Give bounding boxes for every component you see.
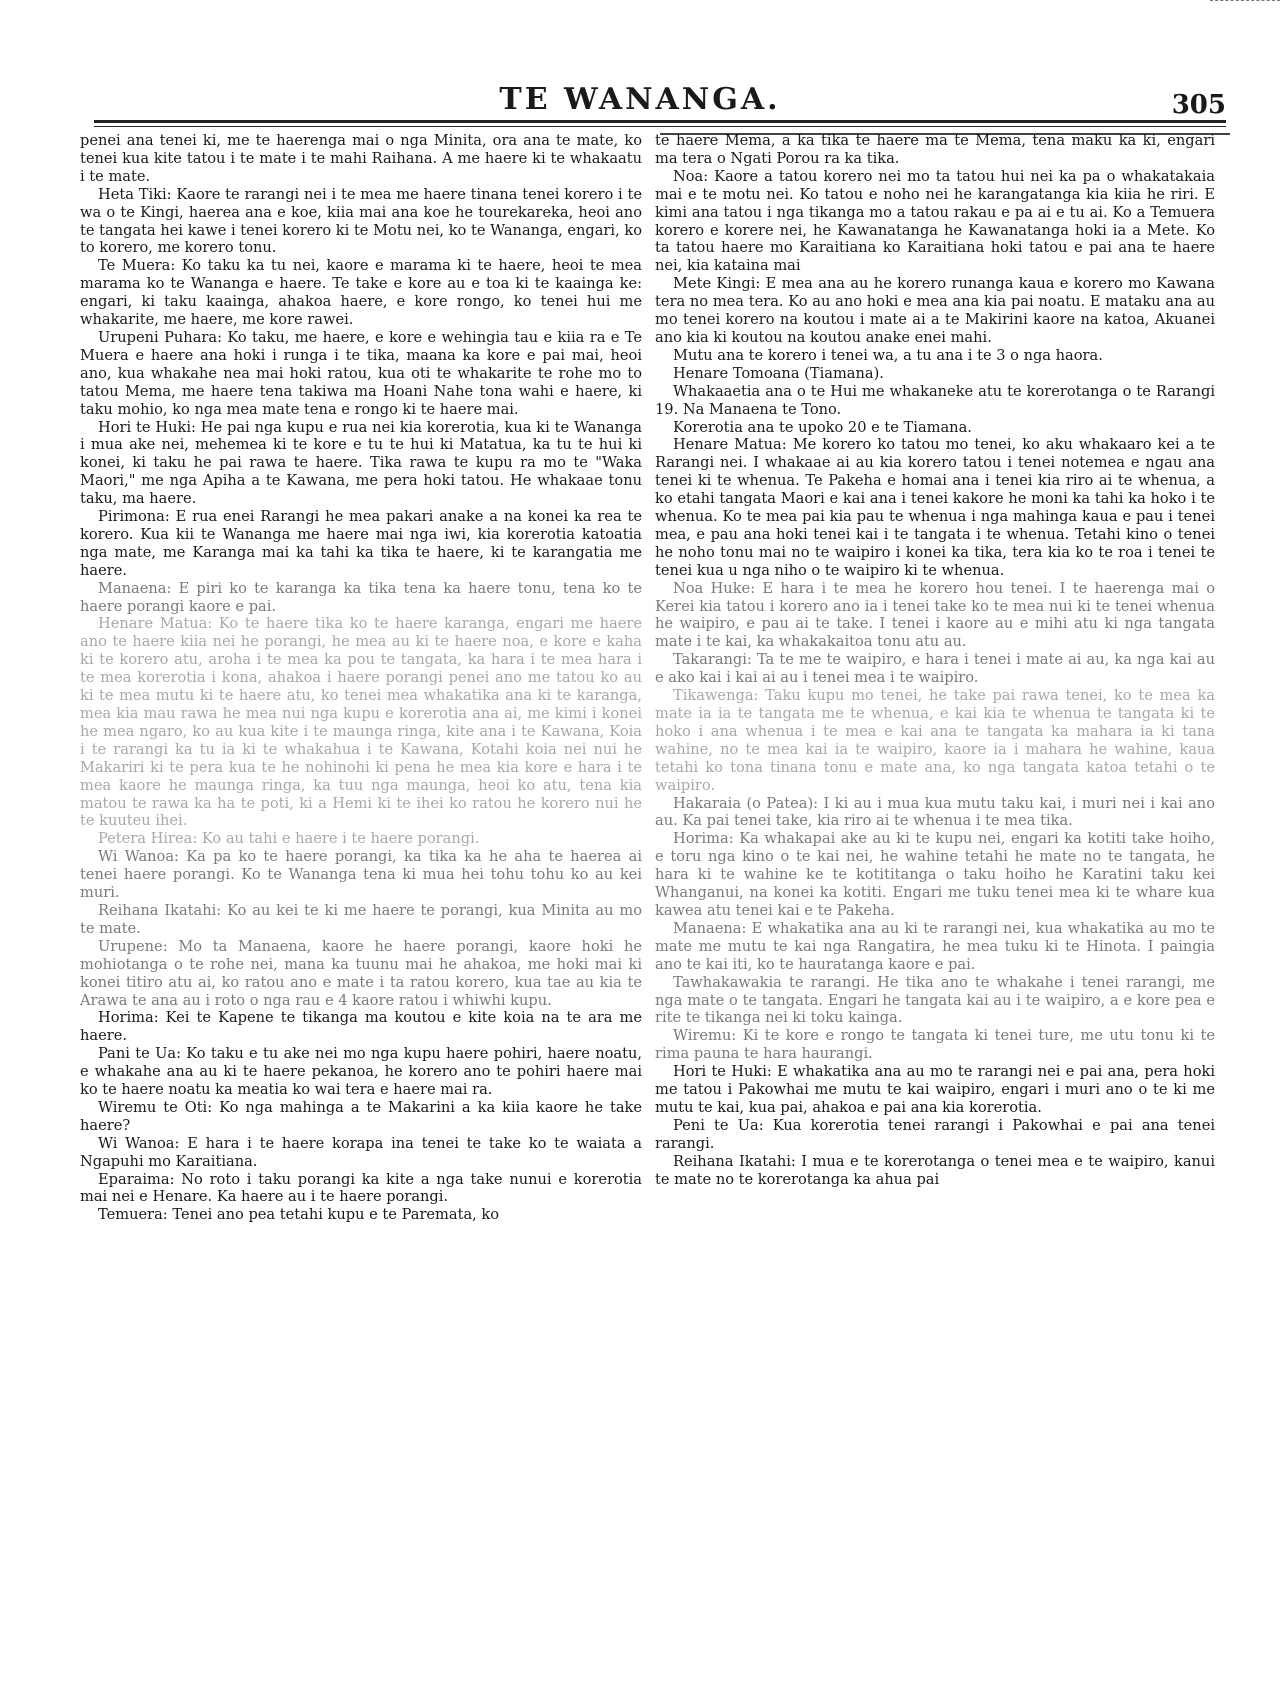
header-rule	[94, 120, 1226, 123]
paragraph: Manaena: E whakatika ana au ki te rarangi nei, kua whakatika au mo te mate me mutu te kai nga Rangatira, he mea tuku ki te Hinota. I paingia ano te kai iti, ko te hauratanga kaore e pai.	[655, 919, 1215, 973]
paragraph: Noa Huke: E hara i te mea he korero hou tenei. I te haerenga mai o Kerei kia tatou i korero ano ia i tenei take ko te mea nui ki te tenei whenua he waipiro, e pau ai te take. I tenei i kaore au e mihi atu ki nga tangata mate i te kai, ka whakakaitoa tonu atu au.	[655, 579, 1215, 651]
paragraph: Korerotia ana te upoko 20 e te Tiamana.	[673, 418, 972, 436]
paragraph: Urupene: Mo ta Manaena, kaore he haere porangi, kaore hoki he mohiotanga o te rohe nei, mana ka tuunu mai he ahakoa, me hoki mai ki konei titiro atu ai, ko ratou ano e mate i ta ratou korero, kua tae au kia te Arawa te ana au i roto o nga rau e 4 kaore ratou i whiwhi kupu.	[80, 937, 642, 1009]
paragraph: Te Muera: Ko taku ka tu nei, kaore e marama ki te haere, heoi te mea marama ko te Wananga e haere. Te take e kore au e toa ki te kaainga ke: engari, ki taku kaainga, ahakoa haere, e kore rongo, ko tenei hui me whakarite, me haere, me kore rawei.	[80, 257, 642, 329]
paragraph: te haere Mema, a ka tika te haere ma te Mema, tena maku ka ki, engari ma tera o Ngati Porou ra ka tika.	[655, 132, 1215, 167]
paragraph: Hori te Huki: E whakatika ana au mo te rarangi nei e pai ana, pera hoki me tatou i Pakowhai me mutu te kai waipiro, engari i muri ano o te ki me mutu te kai, kua pai, ahakoa e pai ana kia korerotia.	[655, 1063, 1215, 1116]
page-number: 305	[1171, 90, 1226, 120]
paragraph: Manaena: E piri ko te karanga ka tika tena ka haere tonu, tena ko te haere porangi kaore e pai.	[80, 579, 642, 615]
paragraph: Urupeni Puhara: Ko taku, me haere, e kore e wehingia tau e kiia ra e Te Muera e haere ana hoki i runga i te tika, maana ka kore e pai mai, heoi ano, kua whakahe nea mai hoki ratou, kua oti te whakarite te rohe mo to tatou Mema, me haere tena takiwa ma Hoani Nahe tona wahi e haere, ki taku mohio, ko nga mea mate tena e rongo ki te haere mai.	[80, 328, 642, 418]
paragraph: Henare Matua: Ko te haere tika ko te haere karanga, engari me haere ano te haere kiia nei he porangi, he mea au ki te haere noa, e kore e kaha ki te korero atu, aroha i te mea ka pou te tangata, ka hara i te mea hara i te mea korerotia i kona, ahakoa i haere porangi penei ano me tatou ko au ki te mea mutu ki te haere atu, ko tenei mea whakatika ana ki te karanga, mea kia mau rawa he mea nui nga kupu e korerotia ana ai, me kimi i konei he mea ngaro, ko au kua kite i te maunga ringa, kite ana i te Kawana, Koia i te rarangi ka tu ia ki te whakahua i te Kawana, Kotahi koia nei nui he Makariri ki te pera kua te he nohinohi ki pena he mea kia kore e hara i te mea kaore he maunga ringa, ka tuu nga maunga, heoi ko atu, tena kia matou te rawa ka ha te poti, ki a Hemi ki te ihei ko ratou he korero nui he te kuuteu ihei.	[80, 615, 642, 830]
paragraph: Pirimona: E rua enei Rarangi he mea pakari anake a na konei ka rea te korero. Kua kii te Wananga me haere mai nga iwi, kia korerotia katoatia nga mate, me Karanga mai ka tahi ka tika te haere, ki te karangatia me haere.	[80, 508, 642, 579]
paragraph: Takarangi: Ta te me te waipiro, e hara i tenei i mate ai au, ka nga kai au e ako kai i kai ai au i tenei mea i te waipiro.	[655, 651, 1215, 687]
paragraph: Eparaima: No roto i taku porangi ka kite a nga take nunui e korerotia mai nei e Henare. Ka haere au i te haere porangi.	[80, 1170, 642, 1206]
paragraph: Pani te Ua: Ko taku e tu ake nei mo nga kupu haere pohiri, haere noatu, e whakahe ana au ki te haere pekanoa, he korero ano te pohiri haere mai ko te haere noatu ka meatia ko wai tera e haere mai ra.	[80, 1045, 642, 1099]
paragraph: Wi Wanoa: E hara i te haere korapa ina tenei te take ko te waiata a Ngapuhi mo Karaitiana.	[80, 1134, 642, 1170]
left-column	[80, 132, 642, 1677]
paragraph: Temuera: Tenei ano pea tetahi kupu e te Paremata, ko	[98, 1206, 500, 1224]
paragraph: Whakaaetia ana o te Hui me whakaneke atu te korerotanga o te Rarangi 19. Na Manaena te Tono.	[655, 382, 1215, 418]
paragraph: Wiremu te Oti: Ko nga mahinga a te Makarini a ka kiia kaore he take haere?	[80, 1098, 642, 1134]
page-title: TE WANANGA.	[499, 82, 781, 117]
paragraph: Henare Matua: Me korero ko tatou mo tenei, ko aku whakaaro kei a te Rarangi nei. I whakaae ai au kia korero tatou i tenei notemea e ngau ana tenei ki te whenua. Te Pakeha e homai ana i tenei kia riro ai te whenua, a ko etahi tangata Maori e kai ana i tenei kakore he moni ka tahi ka hoko i te whenua. Ko te mea pai kia pau te whenua i nga mahinga kaua e pau i tenei mea, e pau ana hoki tenei kai i te tangata i te whenua. Tetahi kino o tenei he noho tonu mai no te waipiro i konei ka tika, tera kia ko te roa i tenei te tenei kua u nga niho o te waipiro ki te whenua.	[655, 436, 1215, 579]
header-rule-thin	[94, 126, 1226, 127]
right-column	[655, 132, 1215, 1677]
paragraph: Tawhakawakia te rarangi. He tika ano te whakahe i tenei rarangi, me nga mate o te tangata. Engari he tangata kai au i te waipiro, a e kore pea e rite te tikanga nei ki toku kainga.	[655, 973, 1215, 1027]
paragraph: Petera Hirea: Ko au tahi e haere i te haere porangi.	[98, 830, 480, 848]
paragraph: Heta Tiki: Kaore te rarangi nei i te mea me haere tinana tenei korero i te wa o te Kingi, haerea ana e koe, kiia mai ana koe he tourekareka, heoi ano te tangata hei kawe i tenei korero ki te Motu nei, ko te Wananga, engari, ko to korero, me korero tonu.	[80, 185, 642, 257]
paragraph: Tikawenga: Taku kupu mo tenei, he take pai rawa tenei, ko te mea ka mate ia ia te tangata me te whenua, e kai kia te whenua te tangata ki te hoko i ana whenua i te mea e kai ana te tangata ka mahara ia ki tana wahine, no te mea kai ia te waipiro, kaore ia i mahara he wahine, kaua tetahi ko tona tinana tonu e mate ana, ko nga tangata katoa tetahi o te waipiro.	[655, 687, 1215, 794]
paragraph: Peni te Ua: Kua korerotia tenei rarangi i Pakowhai e pai ana tenei rarangi.	[655, 1116, 1215, 1152]
paragraph: Reihana Ikatahi: Ko au kei te ki me haere te porangi, kua Minita au mo te mate.	[80, 901, 642, 937]
paragraph: Horima: Kei te Kapene te tikanga ma koutou e kite koia na te ara me haere.	[80, 1009, 642, 1045]
paragraph: Henare Tomoana (Tiamana).	[673, 364, 884, 382]
paragraph: Mutu ana te korero i tenei wa, a tu ana i te 3 o nga haora.	[673, 346, 1103, 364]
paragraph: Hori te Huki: He pai nga kupu e rua nei kia korerotia, kua ki te Wananga i mua ake nei, mehemea ki te kore e tu te hui ki Matatua, ka tu te hui ki konei, ki taku he pai rawa te haere. Tika rawa te kupu ra mo te "Waka Maori," me nga Apiha a te Kawana, me pera hoki tatou. He whakaae tonu taku, ma haere.	[80, 418, 642, 508]
paragraph: Reihana Ikatahi: I mua e te korerotanga o tenei mea e te waipiro, kanui te mate no te korerotanga ka ahua pai	[655, 1152, 1215, 1188]
paragraph: Noa: Kaore a tatou korero nei mo ta tatou hui nei ka pa o whakatakaia mai e te motu nei. Ko tatou e noho nei he karangatanga kia kiia he riri. E kimi ana tatou i nga tikanga mo a tatou rakau e pa ai e tu ai. Ko a Temuera korero e korere nei, he Kawanatanga he Kawanatanga hoki ia a Mete. Ko ta tatou haere mo Karaitiana ko Karaitiana hoki tatou e pai ana te haere nei, kia kataina mai	[655, 167, 1215, 275]
paragraph: penei ana tenei ki, me te haerenga mai o nga Minita, ora ana te mate, ko tenei kua kite tatou i te mate i te mahi Raihana. A me haere ki te whakaatu i te mate.	[80, 132, 642, 185]
paragraph: Hakaraia (o Patea): I ki au i mua kua mutu taku kai, i muri nei i kai ano au. Ka pai tenei take, kia riro ai te whenua i te mea tika.	[655, 794, 1215, 830]
paragraph: Wiremu: Ki te kore e rongo te tangata ki tenei ture, me utu tonu ki te rima pauna te hara haurangi.	[655, 1027, 1215, 1063]
paragraph: Horima: Ka whakapai ake au ki te kupu nei, engari ka kotiti take hoiho, e toru nga kino o te kai nei, he wahine tetahi he mate no te tangata, he hara ki te wahine ke te kotititanga o taku hoiho he Karatini taku kei Whanganui, na konei ka kotiti. Engari me tuku tenei mea ki te whare kua kawea atu tenei kai e te Pakeha.	[655, 830, 1215, 919]
paragraph: Wi Wanoa: Ka pa ko te haere porangi, ka tika ka he aha te haerea ai tenei haere porangi. Ko te Wananga tena ki mua hei tohu tohu ko au kei muri.	[80, 848, 642, 902]
scan-corner-mark	[1210, 0, 1280, 13]
paragraph: Mete Kingi: E mea ana au he korero runanga kaua e korero mo Kawana tera no mea tera. Ko au ano hoki e mea ana kia pai noatu. E mataku ana au mo tenei korero na koutou i mate ai a te Makirini kaore na katoa, Akuanei ano kia ki koutou na koutou anake enei mahi.	[655, 275, 1215, 346]
masthead	[0, 82, 1280, 122]
